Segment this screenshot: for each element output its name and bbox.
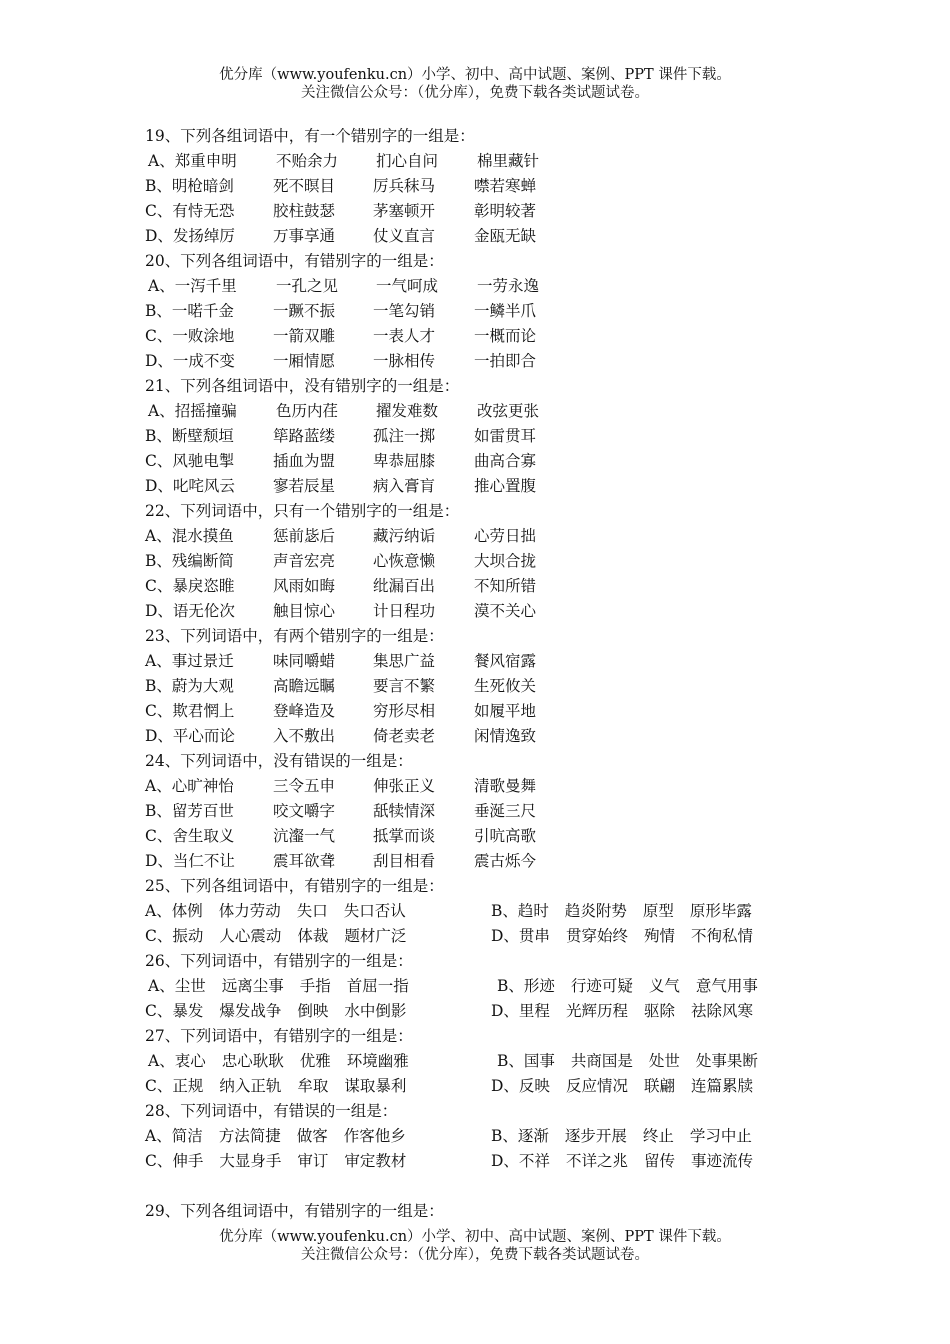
question-24-title: 24、下列词语中，没有错误的一组是： <box>145 752 413 770</box>
option-word: 餐风宿露 <box>474 652 537 670</box>
option-word: 噤若寒蝉 <box>474 177 537 195</box>
option-word: C、欺君惘上 <box>145 702 235 720</box>
option-word: 清歌曼舞 <box>474 777 537 795</box>
option-word: C、有恃无恐 <box>145 202 235 220</box>
option-word: 三令五申 <box>273 777 336 795</box>
option-word: 闲情逸致 <box>474 727 537 745</box>
question-20-option-a <box>145 274 845 299</box>
option-word: 首屈一指 <box>346 977 409 995</box>
option-word: 不知所错 <box>474 577 537 595</box>
option-word: 不徇私情 <box>690 927 753 945</box>
question-27-row-cd <box>145 1074 845 1099</box>
question-24-option-c <box>145 824 845 849</box>
question-19-option-c <box>145 199 845 224</box>
question-21-option-a <box>145 399 845 424</box>
option-word: A、混水摸鱼 <box>145 527 234 545</box>
option-word: 谋取暴利 <box>344 1077 407 1095</box>
question-19-option-b <box>145 174 845 199</box>
option-word: 光辉历程 <box>565 1002 628 1020</box>
option-word: 终止 <box>642 1127 674 1145</box>
question-25-option-d <box>491 924 831 949</box>
question-25-row-ab <box>145 899 845 924</box>
option-word: A、简洁 <box>145 1127 203 1145</box>
option-word: 连篇累牍 <box>690 1077 753 1095</box>
option-word: D、语无伦次 <box>145 602 235 620</box>
option-word: 扪心自问 <box>376 152 439 170</box>
option-word: 登峰造及 <box>273 702 336 720</box>
option-word: 不详之兆 <box>565 1152 628 1170</box>
question-24-option-b <box>145 799 845 824</box>
option-word: B、逐渐 <box>491 1127 549 1145</box>
question-19-option-d <box>145 224 845 249</box>
option-word: 万事享通 <box>273 227 336 245</box>
option-word: 擢发难数 <box>376 402 439 420</box>
question-24-option-a <box>145 774 845 799</box>
option-word: 方法简捷 <box>218 1127 281 1145</box>
option-word: 彰明较著 <box>474 202 537 220</box>
question-23-option-c <box>145 699 845 724</box>
option-word: 心劳日拙 <box>474 527 537 545</box>
option-word: 生死攸关 <box>474 677 537 695</box>
option-word: B、国事 <box>497 1052 555 1070</box>
option-word: 环境幽雅 <box>346 1052 409 1070</box>
option-word: 远离尘事 <box>221 977 284 995</box>
option-word: 筚路蓝缕 <box>273 427 336 445</box>
option-word: 咬文嚼字 <box>273 802 336 820</box>
option-word: A、体例 <box>145 902 203 920</box>
question-27-title: 27、下列词语中，有错别字的一组是： <box>145 1027 413 1045</box>
question-28-row-cd <box>145 1149 845 1174</box>
option-word: 留传 <box>643 1152 675 1170</box>
option-word: 推心置腹 <box>474 477 537 495</box>
question-23-option-a <box>145 649 845 674</box>
option-word: A、尘世 <box>148 977 206 995</box>
option-word: 触目惊心 <box>273 602 336 620</box>
option-word: D、叱咤风云 <box>145 477 235 495</box>
option-word: 审定教材 <box>344 1152 407 1170</box>
question-21-option-d <box>145 474 845 499</box>
header-line-1: 优分库（www.youfenku.cn）小学、初中、高中试题、案例、PPT 课件下载。 <box>219 67 731 83</box>
question-20-title: 20、下列各组词语中，有错别字的一组是： <box>145 252 444 270</box>
option-word: B、形迹 <box>497 977 555 995</box>
option-word: 共商国是 <box>570 1052 633 1070</box>
option-word: 题材广泛 <box>344 927 407 945</box>
question-28-option-b <box>491 1124 831 1149</box>
option-word: 抵掌而谈 <box>373 827 436 845</box>
question-22-title: 22、下列词语中，只有一个错别字的一组是： <box>145 502 460 520</box>
question-27-option-a <box>145 1049 491 1074</box>
option-word: 忠心耿耿 <box>221 1052 284 1070</box>
question-20-option-b <box>145 299 845 324</box>
option-word: 祛除风寒 <box>690 1002 753 1020</box>
option-word: 伸张正义 <box>373 777 436 795</box>
option-word: 曲高合寡 <box>474 452 537 470</box>
option-word: 一蹶不振 <box>273 302 336 320</box>
option-word: 入不敷出 <box>273 727 336 745</box>
option-word: C、正规 <box>145 1077 204 1095</box>
option-word: 一拍即合 <box>474 352 537 370</box>
question-25-option-b <box>491 899 831 924</box>
question-26-row-ab <box>145 974 845 999</box>
option-word: 失口 <box>296 902 328 920</box>
option-word: 刮目相看 <box>373 852 436 870</box>
option-word: 舐犊情深 <box>373 802 436 820</box>
option-word: 处事果断 <box>695 1052 758 1070</box>
option-word: 漠不关心 <box>474 602 537 620</box>
option-word: 寥若辰星 <box>273 477 336 495</box>
question-24-option-d <box>145 849 845 874</box>
option-word: A、事过景迁 <box>145 652 234 670</box>
question-27-option-c <box>145 1074 491 1099</box>
option-word: 水中倒影 <box>344 1002 407 1020</box>
option-word: 卑恭屈膝 <box>373 452 436 470</box>
question-22-option-b <box>145 549 845 574</box>
question-21-option-c <box>145 449 845 474</box>
question-list <box>145 124 845 1224</box>
question-25-option-a <box>145 899 491 924</box>
option-word: 学习中止 <box>689 1127 752 1145</box>
option-word: 驱除 <box>643 1002 675 1020</box>
option-word: B、明枪暗剑 <box>145 177 234 195</box>
option-word: 金瓯无缺 <box>474 227 537 245</box>
option-word: 一厢情愿 <box>273 352 336 370</box>
option-word: 义气 <box>648 977 680 995</box>
option-word: 做客 <box>296 1127 328 1145</box>
question-28-row-ab <box>145 1124 845 1149</box>
option-word: B、残编断简 <box>145 552 234 570</box>
question-25-title: 25、下列各组词语中，有错别字的一组是： <box>145 877 444 895</box>
option-word: A、衷心 <box>148 1052 206 1070</box>
option-word: A、心旷神怡 <box>145 777 234 795</box>
option-word: 高瞻远瞩 <box>273 677 336 695</box>
footer-line-1: 优分库（www.youfenku.cn）小学、初中、高中试题、案例、PPT 课件下载。 <box>219 1229 731 1245</box>
question-28-title: 28、下列词语中，有错误的一组是： <box>145 1102 398 1120</box>
question-23-option-b <box>145 674 845 699</box>
option-word: 优雅 <box>299 1052 331 1070</box>
question-28-option-a <box>145 1124 491 1149</box>
option-word: D、发扬绰厉 <box>145 227 235 245</box>
option-word: 插血为盟 <box>273 452 336 470</box>
option-word: 茅塞顿开 <box>373 202 436 220</box>
option-word: 计日程功 <box>373 602 436 620</box>
option-word: C、一败涂地 <box>145 327 235 345</box>
option-word: 殉情 <box>643 927 675 945</box>
question-21-title: 21、下列各组词语中，没有错别字的一组是： <box>145 377 460 395</box>
question-27-row-ab <box>145 1049 845 1074</box>
option-word: 趋炎附势 <box>564 902 627 920</box>
option-word: 一概而论 <box>474 327 537 345</box>
option-word: 震耳欲聋 <box>273 852 336 870</box>
question-22-option-d <box>145 599 845 624</box>
option-word: 棉里藏针 <box>477 152 540 170</box>
option-word: C、暴戾恣睢 <box>145 577 235 595</box>
option-word: D、一成不变 <box>145 352 235 370</box>
option-word: 死不暝目 <box>273 177 336 195</box>
option-word: 爆发战争 <box>219 1002 282 1020</box>
question-21-option-b <box>145 424 845 449</box>
question-19-option-a <box>145 149 845 174</box>
footer-line-2: 关注微信公众号：（优分库），免费下载各类试题试卷。 <box>301 1247 649 1263</box>
question-28-option-c <box>145 1149 491 1174</box>
question-26-title: 26、下列词语中，有错别字的一组是： <box>145 952 413 970</box>
question-28-option-d <box>491 1149 831 1174</box>
option-word: 一脉相传 <box>373 352 436 370</box>
option-word: 如履平地 <box>474 702 537 720</box>
option-word: A、招摇撞骗 <box>148 402 237 420</box>
option-word: 味同嚼蜡 <box>273 652 336 670</box>
option-word: 意气用事 <box>695 977 758 995</box>
option-word: 风雨如晦 <box>273 577 336 595</box>
option-word: 一孔之见 <box>276 277 339 295</box>
option-word: 垂涎三尺 <box>474 802 537 820</box>
option-word: 失口否认 <box>343 902 406 920</box>
option-word: 仗义直言 <box>373 227 436 245</box>
option-word: 大显身手 <box>219 1152 282 1170</box>
option-word: C、暴发 <box>145 1002 204 1020</box>
option-word: 牟取 <box>297 1077 329 1095</box>
option-word: 处世 <box>648 1052 680 1070</box>
option-word: D、平心而论 <box>145 727 235 745</box>
question-22-option-c <box>145 574 845 599</box>
page-header <box>0 66 950 102</box>
question-26-option-d <box>491 999 831 1024</box>
question-26-row-cd <box>145 999 845 1024</box>
option-word: 一表人才 <box>373 327 436 345</box>
option-word: 一劳永逸 <box>477 277 540 295</box>
question-23-title: 23、下列词语中，有两个错别字的一组是： <box>145 627 444 645</box>
question-20-option-d <box>145 349 845 374</box>
option-word: 不贻余力 <box>276 152 339 170</box>
option-word: 穷形尽相 <box>373 702 436 720</box>
option-word: 贯穿始终 <box>565 927 628 945</box>
option-word: B、蔚为大观 <box>145 677 234 695</box>
question-26-option-b <box>491 974 837 999</box>
option-word: 胶柱鼓瑟 <box>273 202 336 220</box>
option-word: 惩前毖后 <box>273 527 336 545</box>
option-word: D、里程 <box>491 1002 550 1020</box>
option-word: 纰漏百出 <box>373 577 436 595</box>
option-word: 引吭高歌 <box>474 827 537 845</box>
option-word: 一鳞半爪 <box>474 302 537 320</box>
option-word: 逐步开展 <box>564 1127 627 1145</box>
option-word: 孤注一掷 <box>373 427 436 445</box>
option-word: D、反映 <box>491 1077 550 1095</box>
option-word: B、留芳百世 <box>145 802 234 820</box>
option-word: 倒映 <box>297 1002 329 1020</box>
option-word: 要言不繁 <box>373 677 436 695</box>
question-26-option-c <box>145 999 491 1024</box>
question-23-option-d <box>145 724 845 749</box>
option-word: C、伸手 <box>145 1152 204 1170</box>
option-word: 作客他乡 <box>343 1127 406 1145</box>
spacer <box>145 1174 845 1199</box>
option-word: B、断壁颓垣 <box>145 427 234 445</box>
question-27-option-b <box>491 1049 837 1074</box>
option-word: 人心震动 <box>219 927 282 945</box>
option-word: 改弦更张 <box>477 402 540 420</box>
question-25-row-cd <box>145 924 845 949</box>
question-29-title: 29、下列各组词语中，有错别字的一组是： <box>145 1202 444 1220</box>
option-word: D、不祥 <box>491 1152 550 1170</box>
option-word: 一气呵成 <box>376 277 439 295</box>
option-word: D、贯串 <box>491 927 550 945</box>
option-word: 震古烁今 <box>474 852 537 870</box>
option-word: B、趋时 <box>491 902 549 920</box>
question-25-option-c <box>145 924 491 949</box>
question-19-title: 19、下列各组词语中，有一个错别字的一组是： <box>145 127 475 145</box>
option-word: 声音宏亮 <box>273 552 336 570</box>
question-22-option-a <box>145 524 845 549</box>
option-word: C、风驰电掣 <box>145 452 235 470</box>
question-26-option-a <box>145 974 491 999</box>
option-word: C、振动 <box>145 927 204 945</box>
option-word: 沆瀣一气 <box>273 827 336 845</box>
option-word: 一箭双雕 <box>273 327 336 345</box>
option-word: 一笔勾销 <box>373 302 436 320</box>
option-word: 大坝合拢 <box>474 552 537 570</box>
option-word: 原型 <box>642 902 674 920</box>
option-word: 心恢意懒 <box>373 552 436 570</box>
option-word: 原形毕露 <box>689 902 752 920</box>
option-word: 行迹可疑 <box>570 977 633 995</box>
option-word: 反应情况 <box>565 1077 628 1095</box>
question-20-option-c <box>145 324 845 349</box>
option-word: D、当仁不让 <box>145 852 235 870</box>
option-word: A、郑重申明 <box>148 152 237 170</box>
option-word: A、一泻千里 <box>148 277 237 295</box>
option-word: 病入膏肓 <box>373 477 436 495</box>
page-footer <box>0 1228 950 1264</box>
option-word: 审订 <box>297 1152 329 1170</box>
option-word: C、舍生取义 <box>145 827 235 845</box>
option-word: 藏污纳诟 <box>373 527 436 545</box>
option-word: 体力劳动 <box>218 902 281 920</box>
option-word: 手指 <box>299 977 331 995</box>
header-line-2: 关注微信公众号：（优分库），免费下载各类试题试卷。 <box>301 85 649 101</box>
option-word: 集思广益 <box>373 652 436 670</box>
option-word: 如雷贯耳 <box>474 427 537 445</box>
option-word: 事迹流传 <box>690 1152 753 1170</box>
option-word: 色历内荏 <box>276 402 339 420</box>
option-word: 纳入正轨 <box>219 1077 282 1095</box>
option-word: 联翩 <box>643 1077 675 1095</box>
option-word: 厉兵秣马 <box>373 177 436 195</box>
question-27-option-d <box>491 1074 831 1099</box>
option-word: B、一喏千金 <box>145 302 234 320</box>
option-word: 体裁 <box>297 927 329 945</box>
option-word: 倚老卖老 <box>373 727 436 745</box>
